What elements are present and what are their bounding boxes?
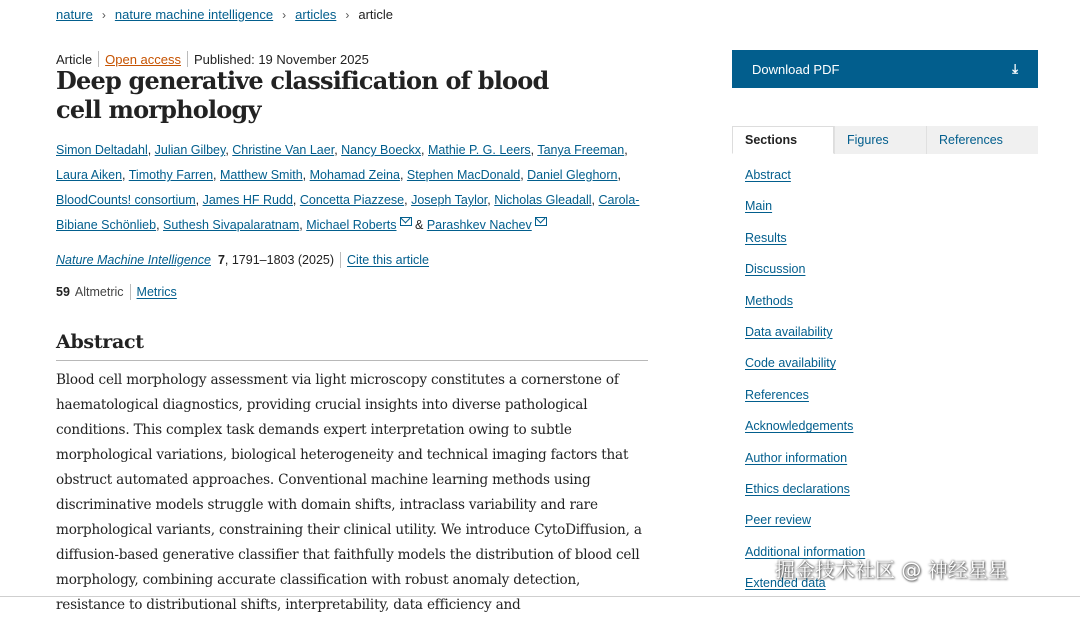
- section-link-results[interactable]: Results: [745, 230, 787, 245]
- abstract-text: Blood cell morphology assessment via light microscopy constitutes a cornerstone of haematological diagnostics, providing crucial insights into diverse pathological conditions. This complex task demands expert interpretation owing to subtle morphological variations, biological heterogeneity and technical imaging factors that obstruct automated approaches. Conventional machine learning methods using discriminative models struggle with domain shifts, intraclass variability and rare morphological variants, constraining their clinical utility. We introduce CytoDiffusion, a diffusion-based generative classifier that faithfully models the distribution of blood cell morphology, combining accurate classification with robust anomaly detection, resistance to distributional shifts, interpretability, data efficiency and: [56, 372, 642, 613]
- author-separator: ,: [195, 193, 203, 207]
- author-separator: ,: [399, 168, 407, 182]
- author-separator: ,: [334, 143, 342, 157]
- author-separator: ,: [530, 143, 538, 157]
- article-type: Article: [56, 51, 93, 67]
- author-separator: ,: [624, 143, 628, 157]
- author-link[interactable]: Timothy Farren: [128, 168, 214, 182]
- cite-this-article-link[interactable]: Cite this article: [347, 253, 430, 267]
- breadcrumb-separator-icon: ›: [345, 7, 350, 22]
- author-separator: ,: [225, 143, 233, 157]
- author-link[interactable]: Michael Roberts: [306, 218, 397, 232]
- citation: [56, 252, 429, 268]
- author-list: [56, 138, 656, 238]
- divider: [98, 51, 99, 67]
- author-link[interactable]: Tanya Freeman: [537, 143, 625, 157]
- section-nav-item: [745, 325, 865, 356]
- section-link-extended-data[interactable]: Extended data: [745, 576, 826, 591]
- section-link-data-availability[interactable]: Data availability: [745, 324, 833, 339]
- author-separator: ,: [520, 168, 528, 182]
- article-title: Deep generative classification of blood cell morphology: [56, 66, 549, 124]
- section-link-ethics-declarations[interactable]: Ethics declarations: [745, 481, 850, 496]
- author-separator: ,: [302, 168, 310, 182]
- section-link-additional-information[interactable]: Additional information: [745, 544, 866, 559]
- altmetric-count: 59: [56, 285, 70, 299]
- section-nav-item: [745, 356, 865, 387]
- tab-references[interactable]: References: [926, 126, 1038, 154]
- author-link[interactable]: Parashkev Nachev: [426, 218, 532, 232]
- section-link-peer-review[interactable]: Peer review: [745, 513, 811, 528]
- author-separator: &: [411, 218, 427, 232]
- author-separator: ,: [213, 168, 220, 182]
- email-icon[interactable]: [535, 217, 547, 226]
- author-link[interactable]: Joseph Taylor: [411, 193, 488, 207]
- sidebar-tabs: [732, 126, 1038, 154]
- breadcrumb-current: article: [358, 7, 394, 22]
- section-link-methods[interactable]: Methods: [745, 293, 793, 308]
- author-link[interactable]: Suthesh Sivapalaratnam: [163, 218, 300, 232]
- bottom-divider: [0, 596, 1080, 597]
- author-link[interactable]: Nancy Boeckx: [341, 143, 422, 157]
- section-nav-list: [745, 168, 865, 607]
- section-nav-item: [745, 262, 865, 293]
- pages-year: , 1791–1803 (2025): [224, 253, 335, 267]
- breadcrumb-item-articles[interactable]: articles: [295, 7, 337, 22]
- abstract-heading: Abstract: [56, 331, 144, 353]
- journal-link[interactable]: Nature Machine Intelligence: [56, 253, 211, 267]
- download-pdf-label: Download PDF: [752, 61, 840, 77]
- section-nav-item: [745, 513, 865, 544]
- author-link[interactable]: Stephen MacDonald: [406, 168, 521, 182]
- author-link[interactable]: Nicholas Gleadall: [494, 193, 592, 207]
- author-link[interactable]: Daniel Gleghorn: [527, 168, 618, 182]
- download-icon: ⤓: [1012, 61, 1018, 76]
- abstract-divider: [56, 360, 648, 361]
- author-separator: ,: [299, 218, 307, 232]
- divider: [187, 51, 188, 67]
- watermark: 掘金技术社区 @ 神经星星: [775, 558, 1008, 582]
- breadcrumb-item-nature[interactable]: nature: [56, 7, 93, 22]
- author-link[interactable]: Christine Van Laer: [232, 143, 335, 157]
- author-separator: ,: [421, 143, 428, 157]
- author-separator: ,: [617, 168, 621, 182]
- published-date: Published: 19 November 2025: [194, 51, 369, 67]
- author-link[interactable]: Simon Deltadahl: [56, 143, 148, 157]
- author-link[interactable]: James HF Rudd: [202, 193, 293, 207]
- section-nav-item: [745, 451, 865, 482]
- section-nav-item: [745, 419, 865, 450]
- author-link[interactable]: Laura Aiken: [56, 168, 123, 182]
- email-icon[interactable]: [400, 217, 412, 226]
- section-link-acknowledgements[interactable]: Acknowledgements: [745, 419, 854, 434]
- section-link-author-information[interactable]: Author information: [745, 450, 848, 465]
- author-link[interactable]: BloodCounts! consortium: [56, 193, 196, 207]
- breadcrumb-separator-icon: ›: [282, 7, 287, 22]
- section-link-discussion[interactable]: Discussion: [745, 262, 806, 277]
- section-nav-item: [745, 168, 865, 199]
- section-link-references[interactable]: References: [745, 387, 809, 402]
- section-nav-item: [745, 482, 865, 513]
- section-link-main[interactable]: Main: [745, 199, 773, 214]
- section-link-abstract[interactable]: Abstract: [745, 168, 791, 182]
- tab-sections[interactable]: Sections: [732, 126, 834, 154]
- article-metrics: [56, 284, 177, 300]
- author-link[interactable]: Mohamad Zeina: [309, 168, 400, 182]
- author-link[interactable]: Carola-Bibiane Schönlieb: [56, 193, 640, 232]
- section-nav-item: [745, 294, 865, 325]
- author-separator: ,: [147, 143, 155, 157]
- author-separator: ,: [292, 193, 300, 207]
- author-separator: ,: [404, 193, 412, 207]
- altmetric-label: Altmetric: [74, 285, 124, 299]
- author-link[interactable]: Concetta Piazzese: [299, 193, 405, 207]
- divider: [130, 284, 131, 300]
- section-nav-item: [745, 388, 865, 419]
- divider: [340, 252, 341, 268]
- breadcrumb-item-journal[interactable]: nature machine intelligence: [114, 7, 274, 22]
- volume: 7: [217, 253, 225, 267]
- download-pdf-button[interactable]: [732, 50, 1038, 88]
- author-separator: ,: [156, 218, 164, 232]
- author-separator: ,: [122, 168, 129, 182]
- open-access-link[interactable]: Open access: [105, 51, 181, 67]
- tab-figures[interactable]: Figures: [834, 126, 926, 154]
- author-link[interactable]: Matthew Smith: [220, 168, 303, 182]
- author-separator: ,: [487, 193, 495, 207]
- author-link[interactable]: Julian Gilbey: [154, 143, 226, 157]
- breadcrumb: [56, 7, 393, 22]
- metrics-link[interactable]: Metrics: [136, 285, 177, 299]
- breadcrumb-separator-icon: ›: [101, 7, 106, 22]
- article-meta: [56, 51, 369, 67]
- section-link-code-availability[interactable]: Code availability: [745, 356, 837, 371]
- section-nav-item: [745, 231, 865, 262]
- section-nav-item: [745, 199, 865, 230]
- author-separator: ,: [591, 193, 599, 207]
- author-link[interactable]: Mathie P. G. Leers: [428, 143, 531, 157]
